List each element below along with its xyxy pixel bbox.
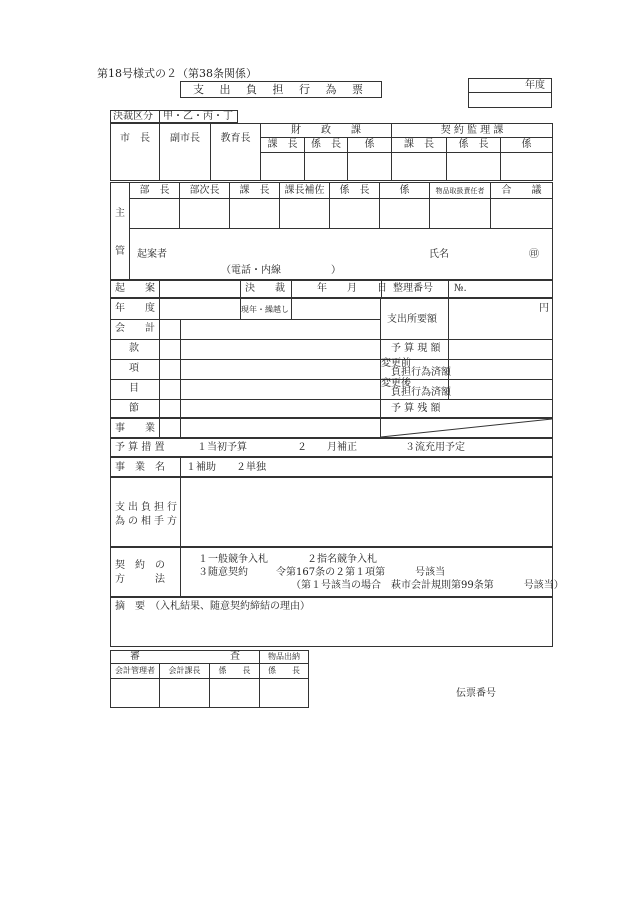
expense-amount-label: 支出所要額 — [387, 314, 437, 325]
goods-staff-chief-label: 係 長 — [268, 666, 300, 675]
counterparty-row — [110, 477, 553, 547]
header-consultation: 合 議 — [501, 185, 542, 196]
year-label: 年度 — [525, 80, 545, 91]
contract-note: （第１号該当の場合 萩市会計規則第99条第 号該当） — [291, 580, 564, 591]
budget-measure-opt1: １当初予算 — [197, 442, 247, 453]
project-label: 事 業 — [115, 423, 155, 434]
budget-measure-opt2: ２ 月補正 — [297, 442, 357, 453]
date-label: 年 月 日 — [317, 283, 387, 294]
counterparty-label-line1: 支出負担行 — [115, 502, 180, 513]
phone-label: （電話・内線 ） — [221, 265, 341, 276]
year-box — [468, 78, 552, 108]
fiscal-year-label: 年 度 — [115, 303, 155, 314]
yen-label: 円 — [539, 303, 549, 314]
contract-subsection-chief: 係 長 — [458, 139, 489, 150]
project-name-opt2: ２単独 — [236, 462, 266, 473]
accounting-manager-label: 会計管理者 — [115, 666, 155, 675]
setsu-label: 節 — [129, 403, 139, 414]
name-label: 氏名 — [429, 249, 449, 260]
committed-after-label: 負担行為済額 — [391, 387, 451, 398]
draft-label: 起 案 — [115, 283, 155, 294]
project-name-row — [110, 457, 553, 477]
form-number: 第18号様式の２（第38条関係） — [97, 67, 257, 80]
after-change-label: 変更後 — [381, 378, 411, 389]
title-box — [180, 81, 382, 98]
finance-section-chief: 課 長 — [267, 139, 298, 150]
decision-category-label: 決裁区分 — [113, 111, 153, 122]
budget-current-label: 予 算 現 額 — [391, 343, 441, 354]
review-label: 審 査 — [130, 651, 240, 662]
header-deputy-director: 部次長 — [189, 185, 220, 196]
project-row — [110, 418, 553, 438]
drafter-label: 起案者 — [137, 249, 167, 260]
diagonal-line — [381, 419, 552, 437]
goods-out-label: 物品出納 — [268, 652, 300, 661]
header-assistant-chief: 課長補佐 — [284, 185, 325, 196]
main-dept-side-top: 主 — [115, 208, 125, 219]
header-staff: 係 — [399, 185, 410, 196]
budget-block — [110, 298, 553, 418]
main-dept-side-bottom: 管 — [115, 246, 125, 257]
kou-label: 項 — [129, 363, 139, 374]
staff-chief-label: 係 長 — [218, 666, 251, 675]
account-label: 会 計 — [115, 323, 155, 334]
superintendent-label: 教育長 — [220, 133, 251, 144]
finance-dept-label: 財 政 課 — [291, 125, 361, 136]
contract-opt1: １一般競争入札 — [198, 554, 268, 565]
header-subsection-chief: 係 長 — [339, 185, 370, 196]
project-name-label: 事 業 名 — [115, 462, 165, 473]
decision-category-box — [110, 110, 238, 123]
contract-section-chief: 課 長 — [404, 139, 434, 150]
summary-box — [110, 597, 553, 647]
header-goods-manager: 物品取扱責任者 — [435, 187, 485, 195]
draft-row — [110, 280, 553, 298]
form-title: 支 出 負 担 行 為 票 — [193, 83, 369, 96]
decision-label: 決 裁 — [245, 283, 285, 294]
contract-opt2: ２指名競争入札 — [307, 554, 377, 565]
counterparty-label-line2: 為の相手方 — [115, 516, 180, 527]
contract-method-row — [110, 547, 564, 597]
before-change-label: 変更前 — [381, 358, 411, 369]
summary-label: 摘 要 （入札結果、随意契約締結の理由） — [115, 601, 310, 612]
main-dept-block — [110, 182, 553, 280]
contract-method-label-top: 契 約 の — [115, 560, 165, 571]
budget-measure-label: 予 算 措 置 — [115, 442, 165, 453]
kan-label: 款 — [129, 343, 139, 354]
contract-method-label-bottom: 方 法 — [115, 574, 165, 585]
project-name-opt1: １補助 — [186, 462, 216, 473]
slip-number-label: 伝票番号 — [456, 688, 496, 699]
contract-opt3: ３随意契約 — [198, 567, 248, 578]
budget-remaining-label: 予 算 残 額 — [391, 403, 441, 414]
finance-staff: 係 — [364, 139, 375, 150]
reference-no-label: 整理番号 — [393, 283, 433, 294]
decision-category-value: 甲・乙・丙・丁 — [163, 111, 233, 122]
finance-subsection-chief: 係 長 — [311, 139, 341, 150]
contract-dept-label: 契 約 監 理 課 — [440, 125, 504, 136]
header-section-chief: 課 長 — [239, 185, 270, 196]
audit-block — [110, 650, 309, 708]
contract-law-ref: 令第167条の２第１項第 号該当 — [276, 567, 446, 578]
moku-label: 目 — [129, 383, 139, 394]
no-label: №. — [454, 283, 467, 294]
approvers-block — [110, 123, 553, 181]
budget-measure-row — [110, 438, 553, 457]
accounting-chief-label: 会計課長 — [168, 666, 201, 675]
header-director: 部 長 — [139, 185, 170, 196]
contract-staff: 係 — [521, 139, 532, 150]
current-carried-label: 現年・繰越し — [241, 305, 289, 314]
budget-measure-opt3: ３流充用予定 — [405, 442, 465, 453]
mayor-label: 市 長 — [120, 133, 150, 144]
committed-before-label: 負担行為済額 — [391, 367, 451, 378]
seal-mark: ㊞ — [529, 249, 539, 260]
vice-mayor-label: 副市長 — [170, 133, 200, 144]
